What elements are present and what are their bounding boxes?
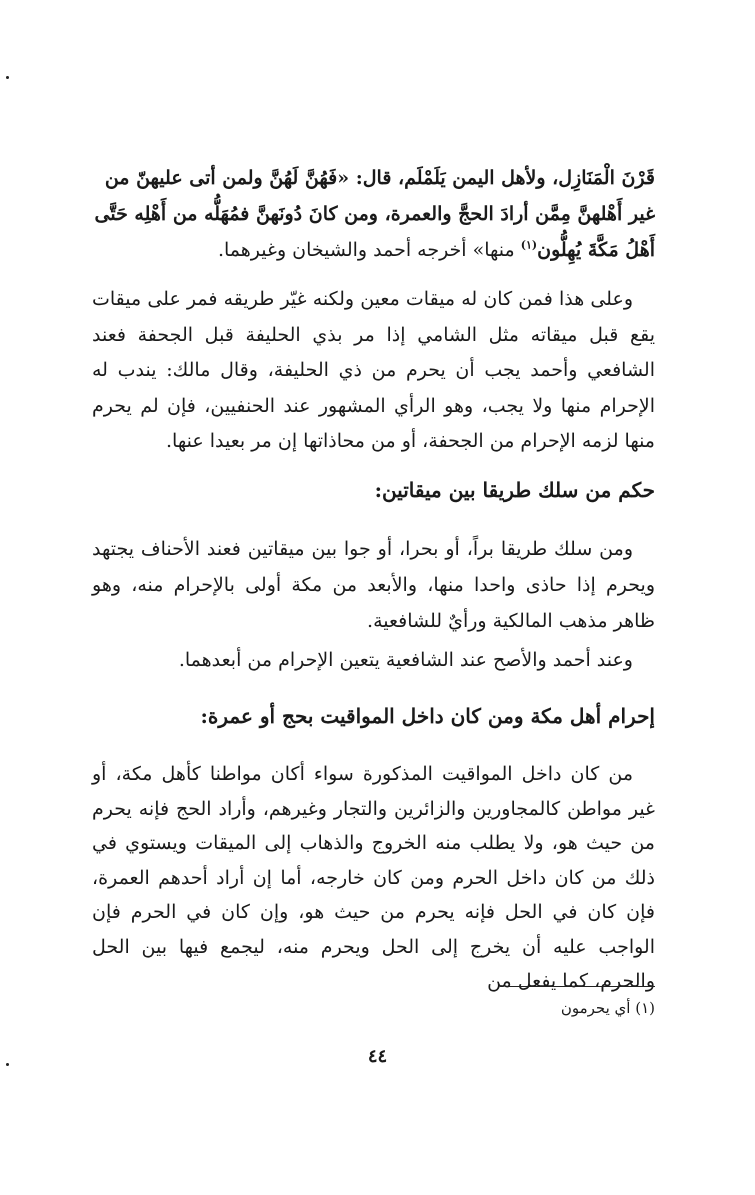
ahmad-opinion-paragraph [92,643,655,678]
opening-hadith-text [92,160,655,268]
hadith-line-3-start: أَهْلُ مَكَّةَ يُهِلُّون [537,239,655,261]
two-miqats-text: ومن سلك طريقا براً، أو بحرا، أو جوا بين ميقاتين فعند الأحناف يجتهد ويحرم إذا حاذى واحدا منها، والأبعد من مكة أولى بالإحرام منه، وهو ظاهر مذهب المالكية ورأيٌ للشافعية. [92,538,655,632]
miqat-change-text: وعلى هذا فمن كان له ميقات معين ولكنه غيّر طريقه فمر على ميقات يقع قبل ميقاته مثل الشامي إذا مر بذي الحليفة قبل الجحفة فعند الشافعي وأحمد يجب أن يحرم من ذي الحليفة، وقال مالك: يندب له الإحرام منها ولا يجب، وهو الرأي المشهور عند الحنفيين، فإن لم يحرم منها لزمه الإحرام من الجحفة، أو من محاذاتها إن مر بعيدا عنها. [92,288,655,452]
two-miqats-paragraph [92,531,655,639]
hadith-line-2: غير أَهْلهنَّ مِمَّن أرادَ الحجَّ والعمرة، ومن كانَ دُونَهنَّ فمُهَلُّه من أَهْلِه حَتَّى [94,203,655,225]
edge-mark-bottom [6,1063,9,1066]
ahmad-opinion-text: وعند أحمد والأصح عند الشافعية يتعين الإحرام من أبعدهما. [178,649,633,671]
heading-makkah-ihram: إحرام أهل مكة ومن كان داخل المواقيت بحج أو عمرة: [200,704,655,728]
makkah-ihram-paragraph [92,757,655,999]
footnote-text: (١) أي يحرمون [560,999,655,1017]
hadith-line-3 [92,232,655,268]
miqat-change-paragraph [92,282,655,460]
edge-mark-top [6,76,9,79]
heading-two-miqats: حكم من سلك طريقا بين ميقاتين: [374,478,655,502]
makkah-ihram-text: من كان داخل المواقيت المذكورة سواء أكان مواطنا كأهل مكة، أو غير مواطن كالمجاورين والزائرين والتجار وغيرهم، وأراد الحج فإنه يحرم من حيث هو، ولا يطلب منه الخروج والذهاب إلى الميقات ويستوي في ذلك من كان داخل الحرم ومن كان خارجه، أما إن أراد أحدهم العمرة، فإن كان في الحل فإنه يحرم من حيث هو، وإن كان في الحرم فإن الواجب عليه أن يخرج إلى الحل ويحرم منه، ليجمع فيها بين الحل والحرم، كما يفعل من [92,763,655,992]
footnote-separator [507,986,655,987]
hadith-line-1: قَرْنَ الْمَنَازِل، ولأهل اليمن يَلَمْلَم، قال: «فَهُنَّ لَهُنَّ ولمن أتى عليهنّ من [104,167,655,189]
footnote-marker: (١) [520,238,538,252]
page-number: ٤٤ [367,1046,388,1067]
hadith-line-3-end: منها» أخرجه أحمد والشيخان وغيرهما. [217,239,521,261]
